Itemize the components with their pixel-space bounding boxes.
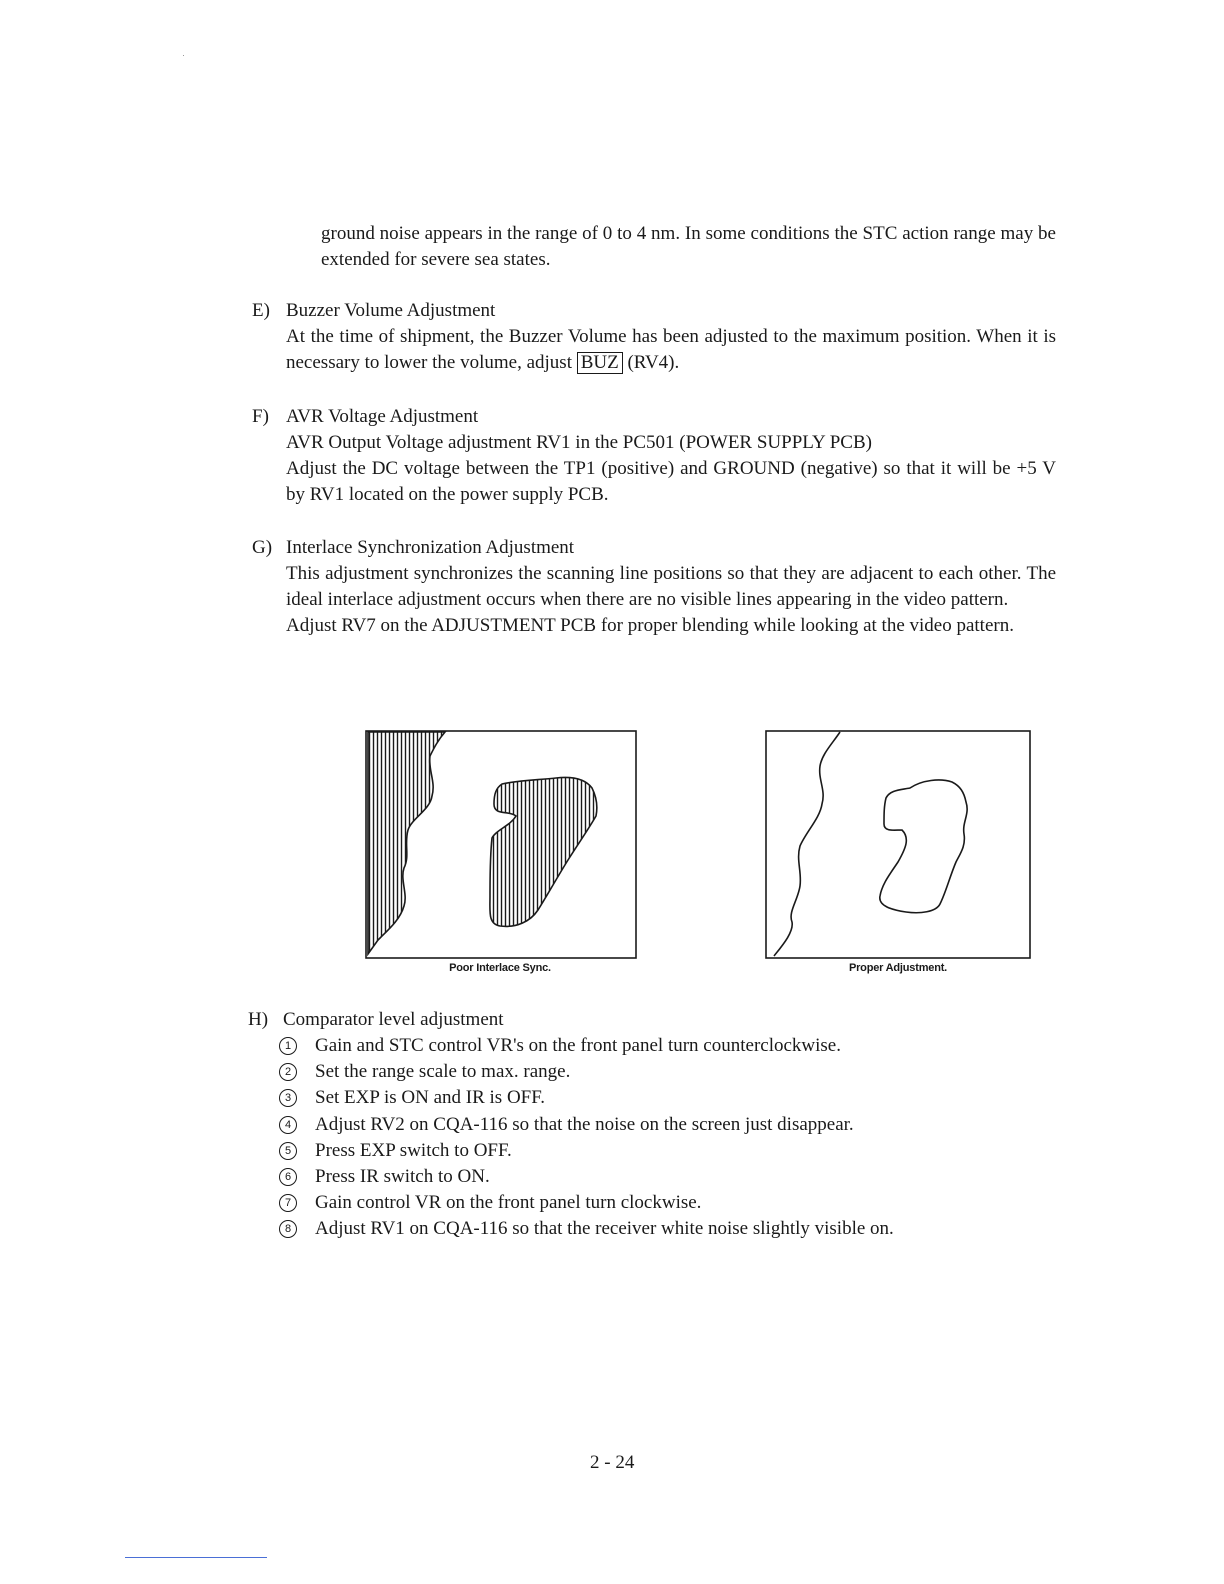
step-text: Adjust RV1 on CQA-116 so that the receiver white noise slightly visible on. [315, 1218, 894, 1240]
step-text: Gain control VR on the front panel turn clockwise. [315, 1192, 702, 1214]
section-g-para1: This adjustment synchronizes the scanning line positions so that they are adjacent to each other. The ideal interlace adjustment occurs when there are no visible lines appearing in the video pattern. [286, 563, 1056, 610]
section-h [248, 1007, 1048, 1243]
poor-interlace-figure [360, 726, 642, 962]
buz-label-box: BUZ [577, 352, 623, 374]
proper-adjustment-caption: Proper Adjustment. [848, 962, 948, 974]
footer-rule [125, 1557, 267, 1558]
section-g-para2: Adjust RV7 on the ADJUSTMENT PCB for proper blending while looking at the video pattern. [286, 615, 1014, 636]
section-e-text-after: (RV4). [627, 352, 680, 373]
section-f [252, 404, 1056, 508]
section-g-letter: G) [252, 537, 273, 558]
step-text: Press IR switch to ON. [315, 1165, 490, 1187]
section-e-text [286, 324, 1056, 376]
list-item [248, 1033, 1048, 1059]
proper-adjustment-figure [760, 726, 1036, 962]
section-e-letter: E) [252, 300, 270, 321]
step-number: 4 [279, 1116, 297, 1134]
list-item [248, 1085, 1048, 1111]
step-text: Gain and STC control VR's on the front panel turn counterclockwise. [315, 1035, 841, 1056]
list-item [248, 1138, 1048, 1164]
poor-interlace-caption: Poor Interlace Sync. [449, 962, 551, 974]
section-h-letter: H) [248, 1009, 269, 1030]
list-item [248, 1190, 1048, 1216]
section-f-title: AVR Voltage Adjustment [286, 406, 479, 427]
step-number: 1 [279, 1037, 297, 1055]
step-text: Adjust RV2 on CQA-116 so that the noise on the screen just disappear. [315, 1113, 854, 1135]
scan-speck [183, 55, 184, 56]
step-number: 6 [279, 1168, 297, 1186]
step-text: Set the range scale to max. range. [315, 1061, 571, 1083]
list-item [248, 1216, 1048, 1242]
comparator-steps-list [248, 1033, 1048, 1243]
list-item [248, 1164, 1048, 1190]
section-f-line1: AVR Output Voltage adjustment RV1 in the PC501 (POWER SUPPLY PCB) [286, 432, 872, 453]
section-e-text-before: At the time of shipment, the Buzzer Volume has been adjusted to the maximum position. When it is necessary to lower the volume, adjust [286, 326, 1056, 373]
step-number: 8 [279, 1220, 297, 1238]
page-number: 2 - 24 [590, 1452, 635, 1473]
section-g [252, 535, 1056, 639]
section-g-title: Interlace Synchronization Adjustment [286, 537, 575, 558]
section-h-title: Comparator level adjustment [283, 1009, 504, 1030]
step-number: 7 [279, 1194, 297, 1212]
step-number: 2 [279, 1063, 297, 1081]
section-f-line2: Adjust the DC voltage between the TP1 (positive) and GROUND (negative) so that it will be +5 V by RV1 located on the power supply PCB. [286, 458, 1056, 505]
section-e-title: Buzzer Volume Adjustment [286, 300, 496, 321]
section-e [252, 298, 1056, 376]
list-item [248, 1112, 1048, 1138]
section-f-letter: F) [252, 406, 269, 427]
step-number: 5 [279, 1142, 297, 1160]
continuation-paragraph: ground noise appears in the range of 0 to 4 nm. In some conditions the STC action range may be extended for severe sea states. [321, 223, 1056, 270]
step-text: Press EXP switch to OFF. [315, 1139, 512, 1161]
list-item [248, 1059, 1048, 1085]
step-text: Set EXP is ON and IR is OFF. [315, 1087, 546, 1109]
step-number: 3 [279, 1089, 297, 1107]
